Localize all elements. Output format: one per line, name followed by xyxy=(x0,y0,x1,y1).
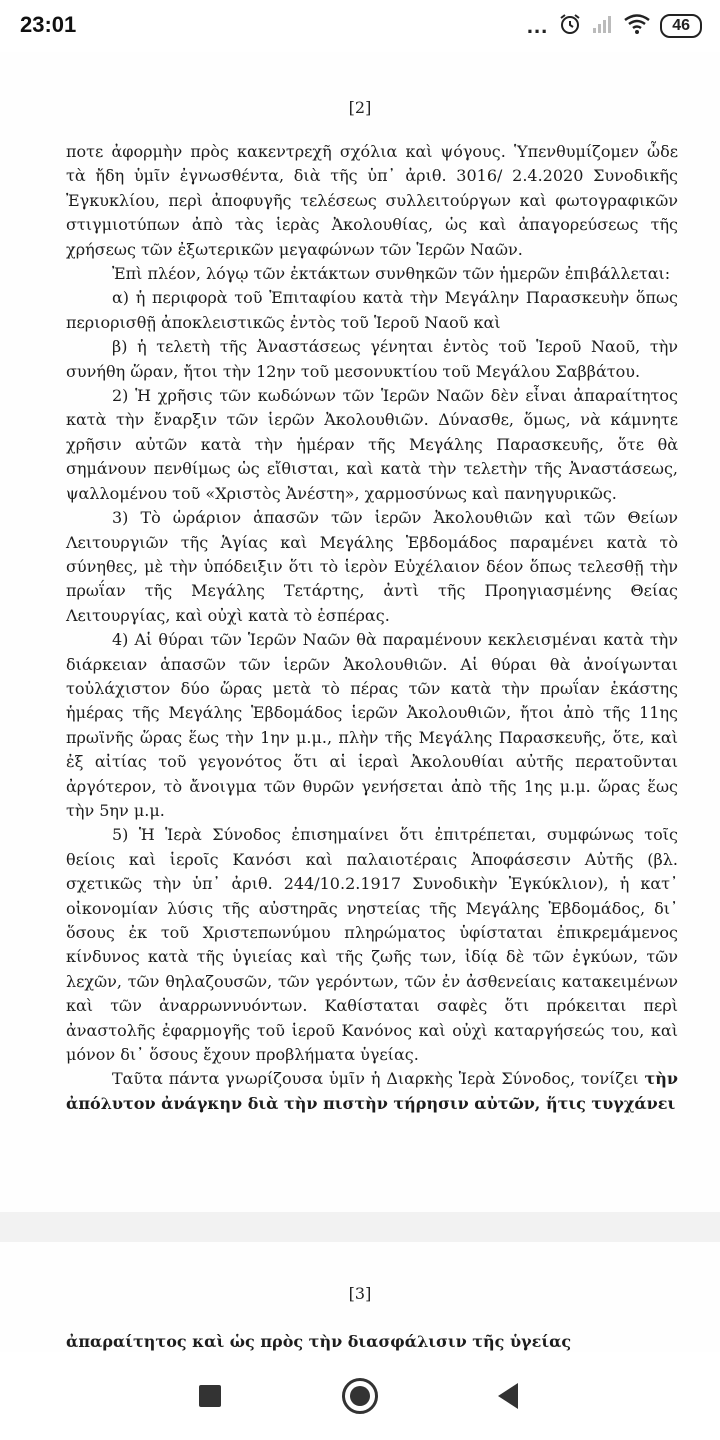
alarm-icon xyxy=(558,12,582,41)
home-button[interactable] xyxy=(340,1376,380,1416)
paragraph: 4) Αἱ θύραι τῶν Ἱερῶν Ναῶν θὰ παραμένουν κεκλεισμέναι κατὰ τὴν διάρκειαν ἁπασῶν τῶν ἱερῶν Ἀκολουθιῶν. Αἱ θύραι θὰ ἀνοίγωνται τοὐλάχιστον δύο ὥρας μετὰ τὸ πέρας τῶν κατὰ τὴν πρωΐαν ἑκάστης ἡμέρας τῆς Μεγάλης Ἑβδομάδος ἱερῶν Ἀκολουθιῶν, ἤτοι ἀπὸ τῆς 11ης πρωϊνῆς ὥρας ἕως τὴν 1ην μ.μ., πλὴν τῆς Μεγάλης Παρασκευῆς, ὅτε, καὶ ἐξ αἰτίας τοῦ γεγονότος ὅτι αἱ ἱεραὶ Ἀκολουθίαι αὐτῆς περατοῦνται ἀργότερον, τὸ ἄνοιγμα τῶν θυρῶν γενήσεται ἀπὸ τῆς 1ης μ.μ. ὥρας ἕως τὴν 5ην μ.μ. xyxy=(66,630,678,820)
closing-paragraph xyxy=(66,1067,678,1116)
paragraph: Ἐπὶ πλέον, λόγῳ τῶν ἐκτάκτων συνθηκῶν τῶν ἡμερῶν ἐπιβάλλεται: xyxy=(112,264,671,284)
recents-button[interactable] xyxy=(190,1376,230,1416)
page-number: [2] xyxy=(348,98,372,117)
paragraph: ποτε ἀφορμὴν πρὸς κακεντρεχῆ σχόλια καὶ ψόγους. Ὑπενθυμίζομεν ὧδε τὰ ἤδη ὑμῖν ἐγνωσθέντα, διὰ τῆς ὑπ᾽ ἀριθ. 3016/ 2.4.2020 Συνοδικῆς Ἐγκυκλίου, περὶ ἀποφυγῆς τελέσεως συλλειτούργων καὶ φωτογραφικῶν στιγμιοτύπων ἀπὸ τὰς ἱερὰς Ἀκολουθίας, ὡς καὶ ἀπαγορεύσεως τῆς χρήσεως τῶν ἐξωτερικῶν μεγαφώνων τῶν Ἱερῶν Ναῶν. xyxy=(66,142,678,259)
navigation-bar xyxy=(0,1352,720,1440)
home-circle-icon xyxy=(342,1378,378,1414)
clock: 23:01 xyxy=(20,12,77,37)
square-icon xyxy=(199,1385,221,1407)
wifi-icon xyxy=(624,14,650,39)
status-bar xyxy=(0,0,720,52)
document-page xyxy=(0,52,720,1212)
status-icons xyxy=(527,12,702,40)
document-page-next xyxy=(0,1242,720,1352)
signal-icon xyxy=(592,14,614,39)
document-text xyxy=(66,140,678,1116)
battery-icon: 46 xyxy=(660,14,702,38)
back-button[interactable] xyxy=(488,1376,528,1416)
more-dots: ... xyxy=(526,13,549,38)
page-number: [3] xyxy=(348,1284,372,1303)
back-triangle-icon xyxy=(498,1383,518,1409)
paragraph: 5) Ἡ Ἱερὰ Σύνοδος ἐπισημαίνει ὅτι ἐπιτρέπεται, συμφώνως τοῖς θείοις καὶ ἱεροῖς Κανόσι καὶ παλαιοτέραις Ἀποφάσεσιν Αὐτῆς (βλ. σχετικῶς τὴν ὑπ᾽ ἀριθ. 244/10.2.1917 Συνοδικὴν Ἐγκύκλιον), ἡ κατ᾽ οἰκονομίαν λύσις τῆς αὐστηρᾶς νηστείας τῆς Μεγάλης Ἑβδομάδος, δι᾽ ὅσους ἐκ τοῦ Χριστεπωνύμου πληρώματος ὑφίσταται ἐπικρεμάμενος κίνδυνος κατὰ τῆς ὑγιείας καὶ τῆς ζωῆς των, ἰδίᾳ δὲ τῶν ἐγκύων, τῶν λεχῶν, τῶν θηλαζουσῶν, τῶν γερόντων, τῶν ἐν ἀσθενείαις κατακειμένων καὶ τῶν ἀναρρωννυόντων. Καθίσταται σαφὲς ὅτι πρόκειται περὶ ἀναστολῆς ἐφαρμογῆς τοῦ ἱεροῦ Κανόνος καὶ οὐχὶ καταργήσεώς του, καὶ μόνον δι᾽ ὅσους ἔχουν προβλήματα ὑγείας. xyxy=(66,825,678,1065)
paragraph: 3) Τὸ ὡράριον ἁπασῶν τῶν ἱερῶν Ἀκολουθιῶν καὶ τῶν Θείων Λειτουργιῶν τῆς Ἁγίας καὶ Μεγάλης Ἑβδομάδος παραμένει κατὰ τὸ σύνηθες, μὲ τὴν ὑπόδειξιν ὅτι τὸ ἱερὸν Εὐχέλαιον δέον ὅπως τελεσθῇ τὴν πρωΐαν τῆς Μεγάλης Τετάρτης, ἀντὶ τῆς Προηγιασμένης Θείας Λειτουργίας, καὶ οὐχὶ κατὰ τὸ ἑσπέρας. xyxy=(66,508,678,625)
closing-bold-text: τὴν ἀπόλυτον ἀνάγκην διὰ τὴν πιστὴν τήρησιν αὐτῶν, ἥτις τυγχάνει xyxy=(66,1069,678,1113)
closing-text: Ταῦτα πάντα γνωρίζουσα ὑμῖν ἡ Διαρκὴς Ἱερὰ Σύνοδος, τονίζει xyxy=(112,1069,639,1089)
paragraph: β) ἡ τελετὴ τῆς Ἀναστάσεως γένηται ἐντὸς τοῦ Ἱεροῦ Ναοῦ, τὴν συνήθη ὥραν, ἤτοι τὴν 12ην τοῦ μεσονυκτίου τοῦ Μεγάλου Σαββάτου. xyxy=(66,337,678,381)
paragraph: 2) Ἡ χρῆσις τῶν κωδώνων τῶν Ἱερῶν Ναῶν δὲν εἶναι ἀπαραίτητος κατὰ τὴν ἔναρξιν τῶν ἱερῶν Ἀκολουθιῶν. Δύνασθε, ὅμως, νὰ κάμνητε χρῆσιν αὐτῶν κατὰ τὴν ἡμέραν τῆς Μεγάλης Παρασκευῆς, ὅτε θὰ σημάνουν πενθίμως ὡς εἴθισται, καὶ κατὰ τὴν τελετὴν τῆς Ἀναστάσεως, ψαλλομένου τοῦ «Χριστὸς Ἀνέστη», χαρμοσύνως καὶ πανηγυρικῶς. xyxy=(66,386,678,503)
paragraph: α) ἡ περιφορὰ τοῦ Ἐπιταφίου κατὰ τὴν Μεγάλην Παρασκευὴν ὅπως περιορισθῇ ἀποκλειστικῶς ἐντὸς τοῦ Ἱεροῦ Ναοῦ καὶ xyxy=(66,288,678,332)
partial-line: ἀπαραίτητος καὶ ὡς πρὸς τὴν διασφάλισιν τῆς ὑγείας xyxy=(66,1332,572,1351)
